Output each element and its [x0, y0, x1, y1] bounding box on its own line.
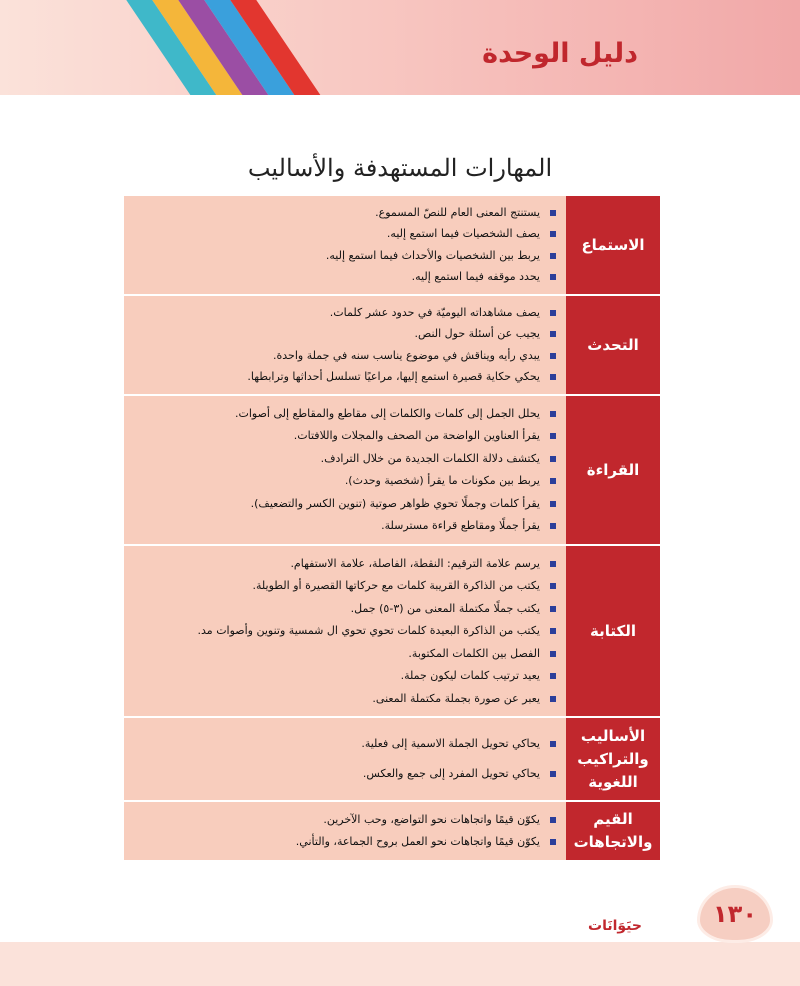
square-bullet-icon [550, 523, 556, 529]
square-bullet-icon [550, 741, 556, 747]
square-bullet-icon [550, 839, 556, 845]
row-label-structures: الأساليب والتراكيب اللغوية [566, 718, 660, 800]
list-item: يكوّن قيمًا واتجاهات نحو العمل بروح الجماعة، والتأني. [130, 835, 556, 849]
square-bullet-icon [550, 478, 556, 484]
square-bullet-icon [550, 253, 556, 259]
list-item: يقرأ العناوين الواضحة من الصحف والمجلات واللافتات. [130, 429, 556, 443]
list-item: يكتب من الذاكرة القريبة كلمات مع حركاتها القصيرة أو الطويلة. [130, 579, 556, 593]
square-bullet-icon [550, 606, 556, 612]
table-row [122, 296, 660, 396]
square-bullet-icon [550, 210, 556, 216]
list-item: يربط بين مكونات ما يقرأ (شخصية وحدث). [130, 474, 556, 488]
square-bullet-icon [550, 673, 556, 679]
list-item: يصف الشخصيات فيما استمع إليه. [130, 227, 556, 241]
page-number: ١٣٠ [713, 900, 757, 928]
list-item: يحاكي تحويل المفرد إلى جمع والعكس. [130, 767, 556, 781]
list-item: يقرأ كلمات وجملًا تحوي ظواهر صوتية (تنوين الكسر والتضعيف). [130, 497, 556, 511]
square-bullet-icon [550, 771, 556, 777]
unit-name: حيَوَانَات [588, 918, 642, 934]
square-bullet-icon [550, 561, 556, 567]
list-item: يحكي حكاية قصيرة استمع إليها، مراعيًا تسلسل أحداثها وترابطها. [130, 370, 556, 384]
list-item: يحلل الجمل إلى كلمات والكلمات إلى مقاطع والمقاطع إلى أصوات. [130, 407, 556, 421]
square-bullet-icon [550, 501, 556, 507]
list-item: الفصل بين الكلمات المكتوبة. [130, 647, 556, 661]
list-item: يكوّن قيمًا واتجاهات نحو التواضع، وحب الآخرين. [130, 813, 556, 827]
list-item: يقرأ جملًا ومقاطع قراءة مسترسلة. [130, 519, 556, 533]
table-row [122, 396, 660, 546]
row-items [122, 546, 566, 716]
table-row [122, 196, 660, 296]
footer-band [0, 942, 800, 986]
square-bullet-icon [550, 817, 556, 823]
square-bullet-icon [550, 331, 556, 337]
list-item: يعيد ترتيب كلمات ليكون جملة. [130, 669, 556, 683]
list-item: يحدد موقفه فيما استمع إليه. [130, 270, 556, 284]
list-item: يحاكي تحويل الجملة الاسمية إلى فعلية. [130, 737, 556, 751]
square-bullet-icon [550, 456, 556, 462]
list-item: يجيب عن أسئلة حول النص. [130, 327, 556, 341]
list-item: يكتب من الذاكرة البعيدة كلمات تحوي تحوي ال شمسية وتنوين وأصوات مد. [130, 624, 556, 638]
list-item: يرسم علامة الترقيم: النقطة، الفاصلة، علامة الاستفهام. [130, 557, 556, 571]
row-label-speaking: التحدث [566, 296, 660, 394]
square-bullet-icon [550, 411, 556, 417]
row-items [122, 802, 566, 860]
list-item: يبدي رأيه ويناقش في موضوع يناسب سنه في جملة واحدة. [130, 349, 556, 363]
square-bullet-icon [550, 651, 556, 657]
square-bullet-icon [550, 433, 556, 439]
square-bullet-icon [550, 583, 556, 589]
list-item: يستنتج المعنى العام للنصّ المسموع. [130, 206, 556, 220]
table-row [122, 546, 660, 718]
row-label-writing: الكتابة [566, 546, 660, 716]
skills-table [122, 196, 660, 860]
unit-guide-title: دليل الوحدة [482, 38, 638, 69]
square-bullet-icon [550, 231, 556, 237]
row-items [122, 196, 566, 294]
square-bullet-icon [550, 274, 556, 280]
table-row [122, 802, 660, 860]
row-items [122, 718, 566, 800]
list-item: يصف مشاهداته اليوميّة في حدود عشر كلمات. [130, 306, 556, 320]
square-bullet-icon [550, 353, 556, 359]
square-bullet-icon [550, 628, 556, 634]
list-item: يعبر عن صورة بجملة مكتملة المعنى. [130, 692, 556, 706]
square-bullet-icon [550, 696, 556, 702]
row-label-values: القيم والاتجاهات [566, 802, 660, 860]
list-item: يكتب جملًا مكتملة المعنى من (٣-٥) جمل. [130, 602, 556, 616]
section-title: المهارات المستهدفة والأساليب [247, 154, 553, 182]
square-bullet-icon [550, 374, 556, 380]
row-label-reading: القراءة [566, 396, 660, 544]
list-item: يربط بين الشخصيات والأحداث فيما استمع إليه. [130, 249, 556, 263]
table-row [122, 718, 660, 802]
header-banner [0, 0, 800, 95]
list-item: يكتشف دلالة الكلمات الجديدة من خلال الترادف. [130, 452, 556, 466]
row-label-listening: الاستماع [566, 196, 660, 294]
square-bullet-icon [550, 310, 556, 316]
row-items [122, 296, 566, 394]
row-items [122, 396, 566, 544]
